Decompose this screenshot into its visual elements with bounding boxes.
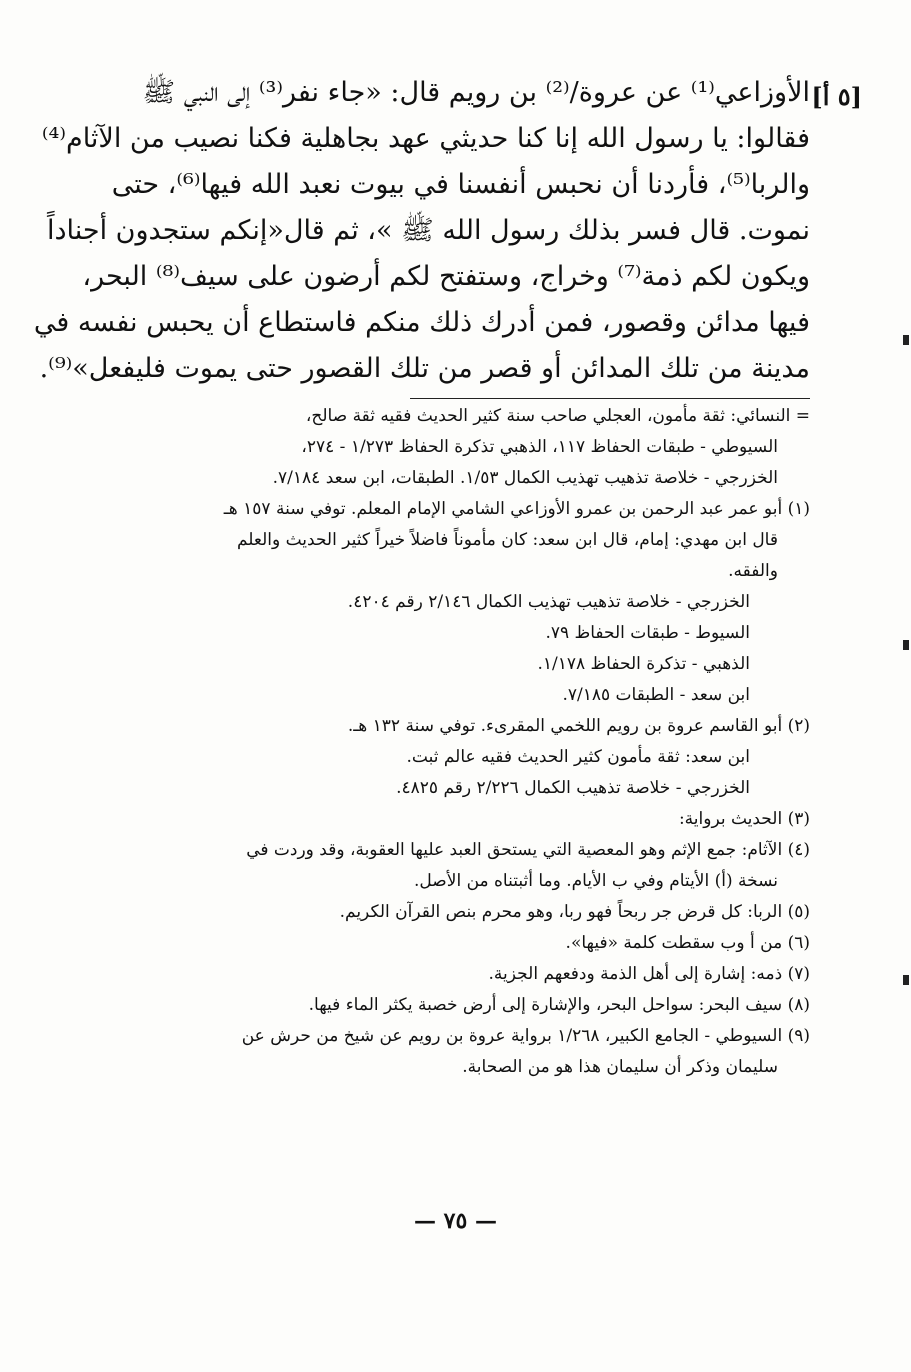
footnote-line: ابن سعد: ثقة مأمون كثير الحديث فقيه عالم ثبت. [406,747,750,767]
scan-mark [903,640,909,650]
main-text [33,70,810,392]
footnote-line: السيوطي - طبقات الحفاظ ١١٧، الذهبي تذكرة الحفاظ ١/٢٧٣ - ٢٧٤، [301,437,778,457]
main-line: فقالوا: يا رسول الله إنا كنا حديثي عهد بجاهلية فكنا نصيب من الآثام⁽⁴⁾ [41,123,810,154]
footnote-line: السيوط - طبقات الحفاظ ٧٩. [545,623,750,643]
footnote-line: (٢) أبو القاسم عروة بن رويم اللخمي المقرىء. توفي سنة ١٣٢ هـ. [347,716,810,736]
footnote-line: (٦) من أ وب سقطت كلمة «فيها». [565,933,810,953]
footnote-line: (٥) الربا: كل قرض جر ربحاً فهو ربا، وهو محرم بنص القرآن الكريم. [339,902,810,922]
footnote-line: (٤) الآثام: جمع الإثم وهو المعصية التي يستحق العبد عليها العقوبة، وقد وردت في [246,840,810,860]
footnote-line: قال ابن مهدي: إمام، قال ابن سعد: كان مأموناً فاضلاً خيراً كثير الحديث والعلم [236,530,778,550]
footnote-line: (٧) ذمه: إشارة إلى أهل الذمة ودفعهم الجزية. [488,964,810,984]
main-line: الأوزاعي⁽¹⁾ عن عروة/⁽²⁾ بن رويم قال: «جاء نفر⁽³⁾ إلى النبي ﷺ [142,77,810,108]
footnote-line: سليمان وذكر أن سليمان هذا هو من الصحابة. [462,1057,778,1077]
page-body [33,70,862,1083]
footnote-line: (١) أبو عمر عبد الرحمن بن عمرو الأوزاعي الشامي الإمام المعلم. توفي سنة ١٥٧ هـ [223,499,810,519]
footnote-line: = النسائي: ثقة مأمون، العجلي صاحب سنة كثير الحديث فقيه ثقة صالح، [305,406,810,426]
main-line: فيها مدائن وقصور، فمن أدرك ذلك منكم فاستطاع أن يحبس نفسه في [33,307,810,338]
footnotes [80,401,810,1083]
footnote-line: (٩) السيوطي - الجامع الكبير، ١/٢٦٨ برواية عروة بن رويم عن شيخ من حرش عن [241,1026,810,1046]
scan-mark [903,975,909,985]
scan-mark [903,335,909,345]
margin-reference: [٥ أ] [811,82,862,111]
footnote-line: الخزرجي - خلاصة تذهيب الكمال ٢/٢٢٦ رقم ٤٨٢٥. [396,778,750,798]
page-number: — ٧٥ — [414,1208,497,1234]
main-line: مدينة من تلك المدائن أو قصر من تلك القصور حتى يموت فليفعل»⁽⁹⁾. [39,353,810,384]
footnote-divider [410,398,810,399]
footnote-line: (٨) سيف البحر: سواحل البحر، والإشارة إلى أرض خصبة يكثر الماء فيها. [308,995,810,1015]
footnote-line: والفقه. [728,561,778,581]
footnote-line: الخزرجي - خلاصة تذهيب تهذيب الكمال ١/٥٣. الطبقات، ابن سعد ٧/١٨٤. [272,468,778,488]
footnote-line: الخزرجي - خلاصة تذهيب تهذيب الكمال ٢/١٤٦ رقم ٤٢٠٤. [347,592,750,612]
footnote-line: نسخة (أ) الأيتام وفي ب الأيام. وما أثبتناه من الأصل. [414,871,778,891]
footnote-line: ابن سعد - الطبقات ٧/١٨٥. [562,685,750,705]
main-line: والربا⁽⁵⁾، فأردنا أن نحبس أنفسنا في بيوت نعبد الله فيها⁽⁶⁾، حتى [111,169,810,200]
footnote-line: الذهبي - تذكرة الحفاظ ١/١٧٨. [537,654,750,674]
footnote-line: (٣) الحديث برواية: [678,809,810,829]
main-line: ويكون لكم ذمة⁽⁷⁾ وخراج، وستفتح لكم أرضون على سيف⁽⁸⁾ البحر، [82,261,810,292]
main-line: نموت. قال فسر بذلك رسول الله ﷺ »، ثم قال«إنكم ستجدون أجناداً [47,215,810,246]
